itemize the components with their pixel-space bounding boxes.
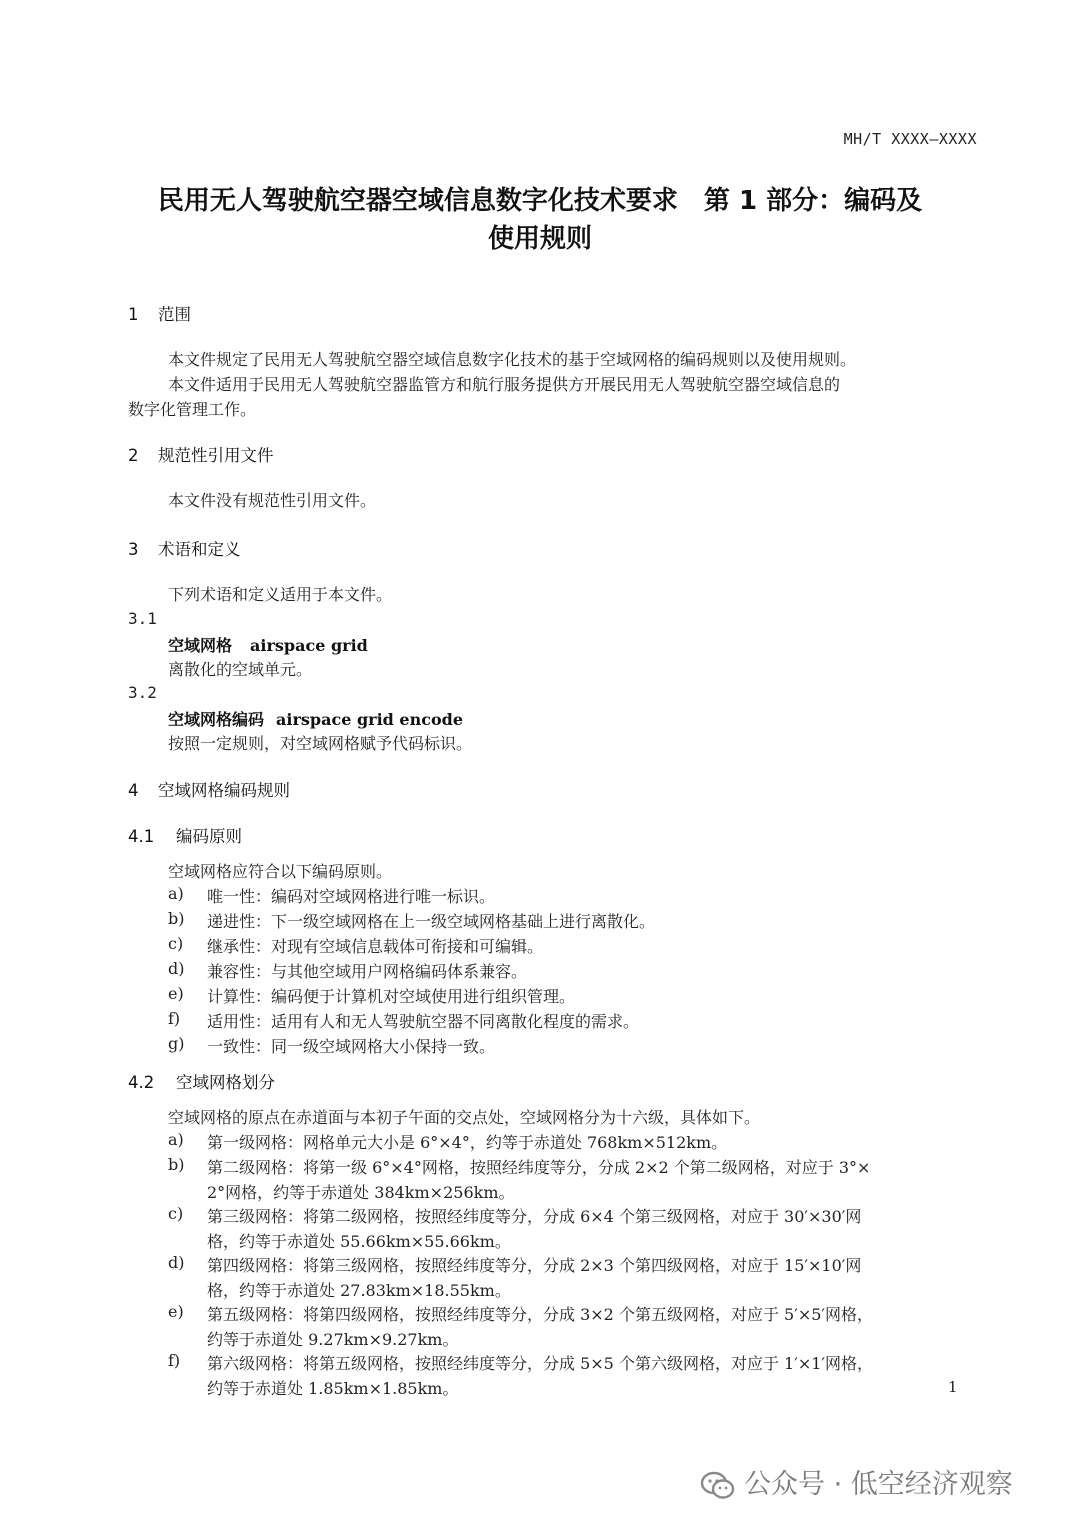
list-item: 第五级网格：将第四级网格，按照经纬度等分，分成 3×2 个第五级网格，对应于 5′×5′网格， [207,1305,874,1324]
section-title: 规范性引用文件 [158,446,274,465]
list-item: 第六级网格：将第五级网格，按照经纬度等分，分成 5×5 个第六级网格，对应于 1′×1′网格， [207,1354,874,1373]
document-number: MH/T XXXX—XXXX [843,130,977,148]
list-label: b) [168,909,185,928]
section-title: 术语和定义 [158,540,241,559]
paragraph: 本文件没有规范性引用文件。 [168,491,377,510]
term-definition: 离散化的空域单元。 [168,660,313,679]
list-item: 兼容性：与其他空域用户网格编码体系兼容。 [207,962,528,981]
paragraph: 空域网格应符合以下编码原则。 [168,862,393,881]
list-item-continued: 约等于赤道处 9.27km×9.27km。 [207,1330,459,1349]
paragraph: 本文件规定了民用无人驾驶航空器空域信息数字化技术的基于空域网格的编码规则以及使用规则。 [168,350,857,369]
list-item: 一致性：同一级空域网格大小保持一致。 [207,1037,496,1056]
list-label: d) [168,959,185,978]
subsection-title: 空域网格划分 [176,1073,275,1092]
page-number: 1 [948,1378,958,1396]
section-4-heading [128,777,290,801]
list-item: 第一级网格：网格单元大小是 6°×4°，约等于赤道处 768km×512km。 [207,1133,728,1152]
page-title-line1: 民用无人驾驶航空器空域信息数字化技术要求 第 1 部分：编码及 [157,186,923,216]
subsection-title: 编码原则 [176,827,242,846]
list-item-continued: 格，约等于赤道处 55.66km×55.66km。 [207,1232,511,1251]
watermark-text: 公众号 · 低空经济观察 [744,1469,1013,1500]
section-1-heading [128,301,191,325]
paragraph: 下列术语和定义适用于本文件。 [168,585,393,604]
list-label: g) [168,1034,185,1053]
list-label: a) [168,1130,184,1149]
list-label: a) [168,884,184,903]
subsection-number: 4.2 [128,1073,155,1092]
list-label: d) [168,1253,185,1272]
list-item: 计算性：编码便于计算机对空域使用进行组织管理。 [207,987,576,1006]
page-title-line2: 使用规则 [487,224,592,254]
section-number: 2 [128,446,139,465]
list-label: c) [168,1204,184,1223]
section-number: 3 [128,540,139,559]
section-3-heading [128,536,241,560]
paragraph-continued: 数字化管理工作。 [128,400,257,419]
term-number: 3.2 [128,683,157,702]
paragraph: 本文件适用于民用无人驾驶航空器监管方和航行服务提供方开展民用无人驾驶航空器空域信息的 [168,375,841,394]
section-number: 1 [128,305,139,324]
list-label: b) [168,1155,185,1174]
wechat-icon [700,1471,736,1501]
paragraph: 空域网格的原点在赤道面与本初子午面的交点处，空域网格分为十六级，具体如下。 [168,1108,761,1127]
list-label: f) [168,1351,181,1370]
list-item: 适用性：适用有人和无人驾驶航空器不同离散化程度的需求。 [207,1012,640,1031]
section-number: 4 [128,781,139,800]
list-item: 唯一性：编码对空域网格进行唯一标识。 [207,887,496,906]
term-definition: 按照一定规则，对空域网格赋予代码标识。 [168,734,473,753]
term-chinese: 空域网格编码 [168,710,265,729]
section-title: 范围 [158,305,191,324]
section-2-heading [128,442,274,466]
term-heading [168,707,463,730]
list-item-continued: 格，约等于赤道处 27.83km×18.55km。 [207,1281,511,1300]
subsection-number: 4.1 [128,827,155,846]
subsection-4-2-heading [128,1069,275,1093]
list-label: c) [168,934,184,953]
watermark [700,1462,1013,1501]
list-item-continued: 约等于赤道处 1.85km×1.85km。 [207,1379,459,1398]
term-english: airspace grid encode [276,710,463,729]
list-item: 递进性：下一级空域网格在上一级空域网格基础上进行离散化。 [207,912,656,931]
section-title: 空域网格编码规则 [158,781,290,800]
list-label: e) [168,984,184,1003]
list-item: 第二级网格：将第一级 6°×4°网格，按照经纬度等分，分成 2×2 个第二级网格，对应于 3°× [207,1158,871,1177]
term-heading [168,633,368,656]
list-item: 继承性：对现有空域信息载体可衔接和可编辑。 [207,937,544,956]
list-label: e) [168,1302,184,1321]
list-item: 第四级网格：将第三级网格，按照经纬度等分，分成 2×3 个第四级网格，对应于 15′×10′网 [207,1256,862,1275]
list-label: f) [168,1009,181,1028]
subsection-4-1-heading [128,823,242,847]
term-number: 3.1 [128,609,157,628]
term-english: airspace grid [250,636,368,655]
list-item: 第三级网格：将第二级网格，按照经纬度等分，分成 6×4 个第三级网格，对应于 30′×30′网 [207,1207,862,1226]
list-item-continued: 2°网格，约等于赤道处 384km×256km。 [207,1183,515,1202]
term-chinese: 空域网格 [168,636,233,655]
